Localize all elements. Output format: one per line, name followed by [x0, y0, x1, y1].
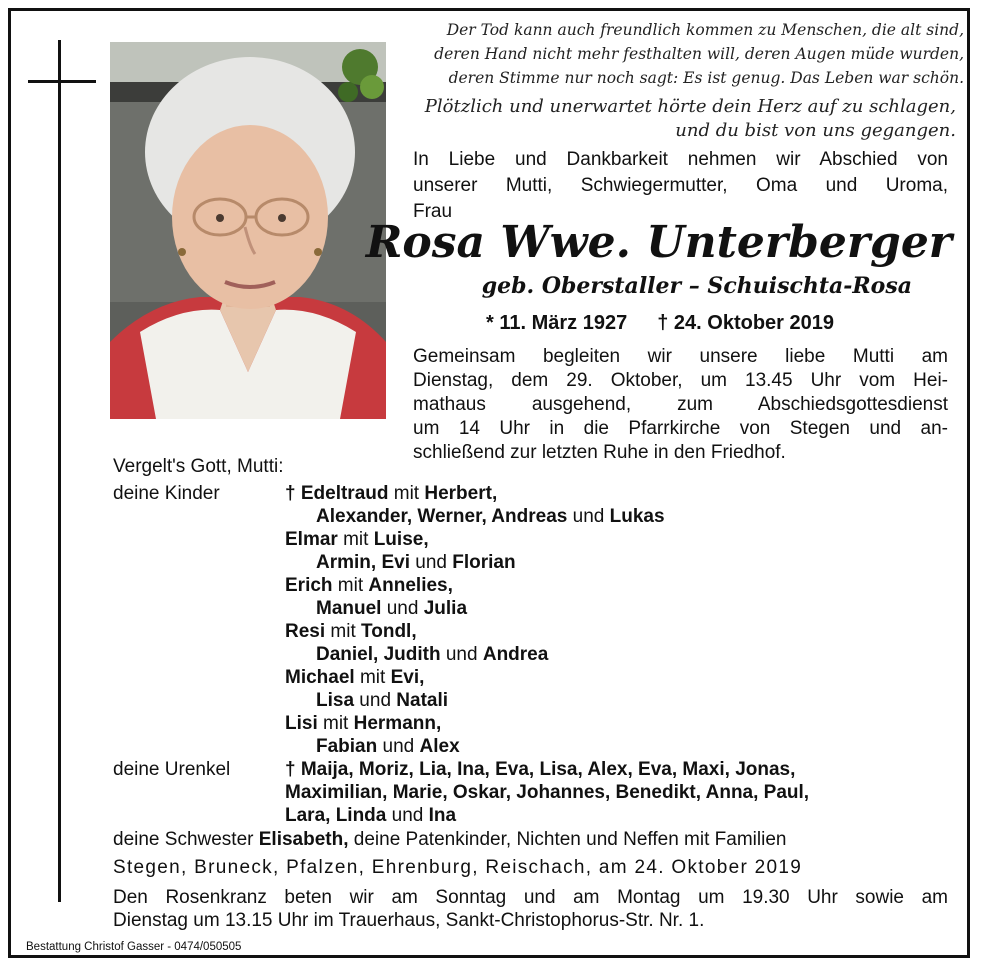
connector-text: und [377, 736, 420, 757]
cross-vertical-bar [58, 40, 61, 902]
person-name: Ina [428, 805, 457, 826]
intro-text [413, 147, 948, 225]
connector-text: und [354, 690, 397, 711]
person-name: Resi [285, 621, 326, 642]
quote-line: Der Tod kann auch freundlich kommen zu Menschen, die alt sind, [446, 21, 964, 39]
person-name: Fabian [316, 736, 378, 757]
connector-text: mit [317, 713, 354, 734]
family-names [285, 781, 809, 804]
person-name: Armin, Evi [316, 552, 410, 573]
relatives-text: deine Patenkinder, Nichten und Neffen mit Familien [348, 829, 787, 850]
person-name: Elmar [285, 529, 338, 550]
person-name: Lisa [316, 690, 355, 711]
person-name: Julia [423, 598, 468, 619]
connector-text: und [409, 552, 453, 573]
family-names [316, 597, 467, 620]
sister-label: deine Schwester [113, 829, 259, 850]
person-name: Luise, [373, 529, 429, 550]
person-name: Michael [285, 667, 355, 688]
portrait-illustration [110, 42, 386, 419]
connector-text: und [567, 506, 610, 527]
person-name: † Maija, Moriz, Lia, Ina, Eva, Lisa, Alex, Eva, Maxi, Jonas, [285, 759, 796, 780]
connector-text: mit [332, 575, 369, 596]
family-row [113, 712, 953, 735]
family-row [113, 620, 953, 643]
death-date: † 24. Oktober 2019 [657, 312, 834, 334]
intro-line: Frau [413, 201, 453, 222]
rosary-line: Den Rosenkranz beten wir am Sonntag und am Montag um 19.30 Uhr sowie am [113, 887, 948, 908]
person-name: Evi, [390, 667, 425, 688]
family-row [113, 758, 953, 781]
person-name: Lukas [609, 506, 665, 527]
connector-text: mit [337, 529, 374, 550]
person-name: † Edeltraud [285, 483, 389, 504]
connector-text: mit [388, 483, 425, 504]
relation-label: deine Urenkel [113, 759, 231, 780]
person-name: Lara, Linda [285, 805, 387, 826]
verse-line: und du bist von uns gegangen. [675, 120, 956, 141]
family-row [113, 643, 953, 666]
sister-line [113, 828, 786, 852]
person-name: Daniel, Judith [316, 644, 441, 665]
family-names [285, 804, 456, 827]
portrait-photo [110, 42, 386, 419]
person-name: Herbert, [424, 483, 498, 504]
family-row [113, 574, 953, 597]
funeral-text [413, 345, 948, 465]
family-list [113, 482, 953, 827]
rosary-text [113, 886, 948, 932]
family-row [113, 804, 953, 827]
connector-text: mit [354, 667, 391, 688]
maiden-name: geb. Oberstaller – Schuischta-Rosa [481, 273, 912, 299]
person-name: Hermann, [353, 713, 442, 734]
connector-text: mit [325, 621, 362, 642]
connector-text: und [381, 598, 424, 619]
sudden-passing-verse [396, 95, 956, 143]
person-name: Tondl, [361, 621, 417, 642]
person-name: Annelies, [368, 575, 453, 596]
person-name: Alexander, Werner, Andreas [316, 506, 568, 527]
family-names [316, 505, 665, 528]
family-names [316, 689, 448, 712]
family-names [316, 735, 460, 758]
family-names [285, 482, 497, 505]
verse-line: Plötzlich und unerwartet hörte dein Herz auf zu schlagen, [424, 96, 956, 117]
person-name: Lisi [285, 713, 318, 734]
place-date: Stegen, Bruneck, Pfalzen, Ehrenburg, Reischach, am 24. Oktober 2019 [113, 857, 803, 878]
birth-date: * 11. März 1927 [486, 312, 628, 334]
family-row [113, 689, 953, 712]
person-name: Florian [452, 552, 516, 573]
quote-line: deren Hand nicht mehr festhalten will, deren Augen müde wurden, [434, 45, 964, 63]
family-names [285, 712, 441, 735]
quote-line: deren Stimme nur noch sagt: Es ist genug. Das Leben war schön. [448, 69, 964, 87]
connector-text: und [440, 644, 483, 665]
person-name: Manuel [316, 598, 382, 619]
family-names [285, 528, 429, 551]
quote-verse [404, 18, 964, 90]
family-row [113, 505, 953, 528]
relation-label: deine Kinder [113, 483, 220, 504]
rosary-line: Dienstag um 13.15 Uhr im Trauerhaus, Sankt-Christophorus-Str. Nr. 1. [113, 910, 705, 931]
person-name: Maximilian, Marie, Oskar, Johannes, Benedikt, Anna, Paul, [285, 782, 810, 803]
family-names [316, 643, 548, 666]
funeral-line: um 14 Uhr in die Pfarrkirche von Stegen und an- [413, 418, 948, 439]
sister-name: Elisabeth, [258, 829, 349, 850]
connector-text: und [386, 805, 429, 826]
intro-line: In Liebe und Dankbarkeit nehmen wir Abschied von [413, 149, 948, 170]
family-names [285, 666, 424, 689]
family-row [113, 528, 953, 551]
family-row [113, 482, 953, 505]
funeral-line: mathaus ausgehend, zum Abschiedsgottesdienst [413, 394, 948, 415]
family-row [113, 551, 953, 574]
intro-line: unserer Mutti, Schwiegermutter, Oma und Uroma, [413, 175, 948, 196]
funeral-home-credit: Bestattung Christof Gasser - 0474/050505 [26, 941, 242, 953]
person-name: Alex [419, 736, 460, 757]
family-row [113, 781, 953, 804]
life-dates [486, 310, 834, 336]
person-name: Andrea [482, 644, 549, 665]
funeral-line: Gemeinsam begleiten wir unsere liebe Mutti am [413, 346, 948, 367]
funeral-line: Dienstag, dem 29. Oktober, um 13.45 Uhr vom Hei- [413, 370, 948, 391]
family-row [113, 735, 953, 758]
deceased-name: Rosa Wwe. Unterberger [365, 217, 952, 268]
thanks-line: Vergelt's Gott, Mutti: [113, 456, 284, 477]
family-row [113, 666, 953, 689]
family-row [113, 597, 953, 620]
family-names [316, 551, 516, 574]
cross-horizontal-bar [28, 80, 96, 83]
funeral-line: schließend zur letzten Ruhe in den Friedhof. [413, 442, 786, 463]
family-names [285, 574, 453, 597]
person-name: Natali [396, 690, 449, 711]
family-names [285, 620, 417, 643]
person-name: Erich [285, 575, 333, 596]
family-names [285, 758, 795, 781]
